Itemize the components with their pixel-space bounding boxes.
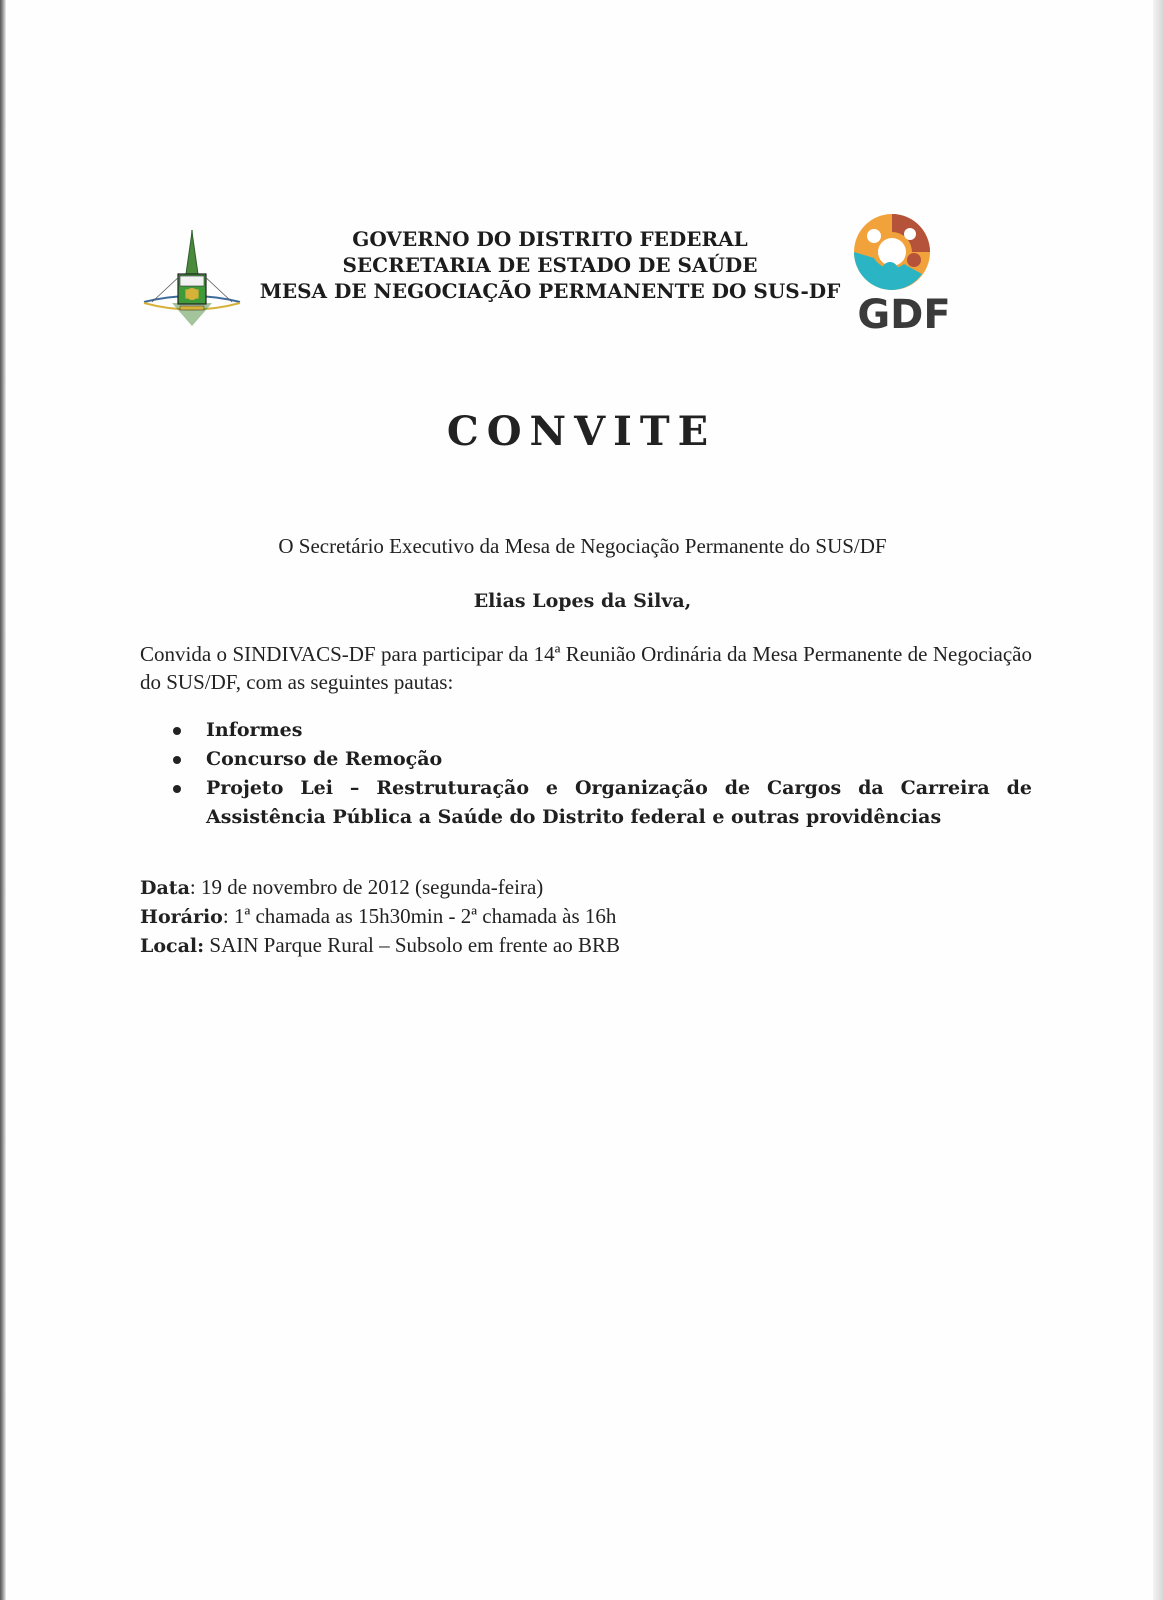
header-line-2: SECRETARIA DE ESTADO DE SAÚDE (342, 253, 758, 277)
place-line (140, 931, 1032, 960)
list-item (140, 716, 1032, 745)
header-institution (250, 226, 850, 304)
list-item (140, 745, 1032, 774)
time-line (140, 902, 1032, 931)
agenda-item-text: Concurso de Remoção (206, 748, 443, 770)
agenda-list (140, 716, 1032, 832)
agenda-item-text: Informes (206, 719, 303, 741)
time-value: : 1ª chamada as 15h30min - 2ª chamada às 16h (222, 904, 617, 928)
gdf-logo-icon (852, 212, 956, 296)
signer-name: Elias Lopes da Silva, (473, 590, 692, 612)
agenda-item-text: Projeto Lei – Restruturação e Organização de Cargos da Carreira de Assistência Pública a Saúde do Distrito federal e outras providências (206, 777, 1032, 828)
document-title: CONVITE (446, 408, 717, 455)
invitation-paragraph: Convida o SINDIVACS-DF para participar da 14ª Reunião Ordinária da Mesa Permanente de Negociação do SUS/DF, com as seguintes pautas: (140, 642, 1032, 694)
bullet-icon (173, 727, 181, 735)
place-label: Local: (140, 935, 205, 957)
df-coat-of-arms-icon (142, 230, 242, 326)
date-label: Data (140, 877, 190, 899)
time-label: Horário (140, 906, 223, 928)
gdf-logo (852, 212, 956, 336)
date-value: : 19 de novembro de 2012 (segunda-feira) (189, 875, 544, 899)
date-line (140, 873, 1032, 902)
list-item (140, 774, 1032, 832)
gdf-logo-text: GDF (857, 292, 951, 338)
scan-edge-right (1153, 0, 1163, 1600)
header-line-3: MESA DE NEGOCIAÇÃO PERMANENTE DO SUS-DF (259, 279, 841, 303)
intro-text: O Secretário Executivo da Mesa de Negociação Permanente do SUS/DF (278, 534, 887, 558)
bullet-icon (173, 785, 181, 793)
scan-edge-left (0, 0, 6, 1600)
bullet-icon (173, 756, 181, 764)
place-value: SAIN Parque Rural – Subsolo em frente ao BRB (204, 933, 621, 957)
meeting-details (140, 873, 1032, 960)
header-line-1: GOVERNO DO DISTRITO FEDERAL (352, 227, 748, 251)
